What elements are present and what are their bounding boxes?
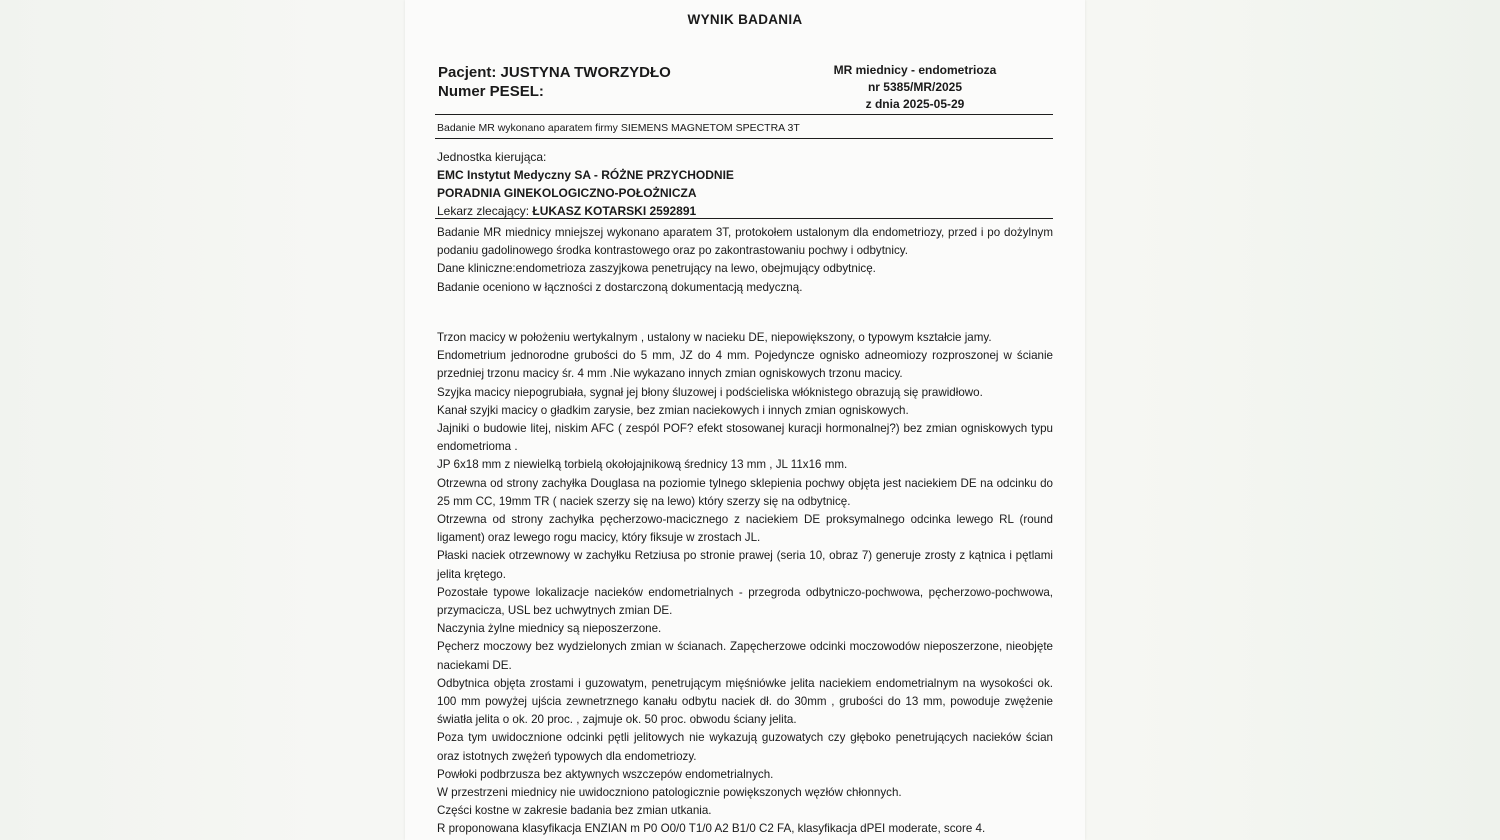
finding-paragraph: Naczynia żylne miednicy są nieposzerzone. — [437, 622, 662, 636]
findings-section — [437, 329, 1053, 820]
referral-label: Jednostka kierująca: — [437, 150, 547, 164]
classification-line: R proponowana klasyfikacja ENZIAN m P0 O0/0 T1/0 A2 B1/0 C2 FA, klasyfikacja dPEI moderate, score 4. — [437, 822, 986, 835]
finding-paragraph: Płaski naciek otrzewnowy w zachyłku Retziusa po stronie prawej (seria 10, obraz 7) generuje zrosty z kątnica i pętlami jelita krętego. — [437, 549, 1053, 581]
divider — [435, 138, 1053, 139]
referral-unit-line2: PORADNIA GINEKOLOGICZNO-POŁOŻNICZA — [437, 186, 697, 200]
finding-paragraph: Poza tym uwidocznione odcinki pętli jelitowych nie wykazują guzowatych czy głęboko penetrujących nacieków ścian oraz istotnych zwężeń typowych dla endometriozy. — [437, 731, 1053, 763]
patient-pesel: Numer PESEL: — [438, 83, 544, 100]
finding-paragraph: Otrzewna od strony zachyłka pęcherzowo-macicznego z naciekiem DE proksymalnego odcinka lewego RL (round ligament) oraz lewego rogu macicy, który fiksuje w zrostach JL. — [437, 513, 1053, 545]
referral-block — [437, 148, 734, 220]
patient-name: Pacjent: JUSTYNA TWORZYDŁO — [438, 64, 671, 81]
intro-paragraph: Dane kliniczne:endometrioza zaszyjkowa penetrujący na lewo, obejmujący odbytnicę. — [437, 262, 876, 276]
doctor-name: ŁUKASZ KOTARSKI 2592891 — [532, 204, 697, 218]
study-info — [815, 62, 1015, 113]
finding-paragraph: Pozostałe typowe lokalizacje nacieków endometrialnych - przegroda odbytniczo-pochwowa, pęcherzowo-pochwowa, przymacicza, USL bez uchwytnych zmian DE. — [437, 585, 1053, 618]
report-page — [405, 0, 1085, 840]
finding-paragraph: Endometrium jednorodne grubości do 5 mm, JZ do 4 mm. Pojedyncze ognisko adneomiozy rozproszonej w ścianie przedniej trzonu macicy śr. 4 mm .Nie wykazano innych zmian ogniskowych trzonu macicy. — [437, 349, 1053, 381]
intro-paragraph: Badanie oceniono w łączności z dostarczoną dokumentacją medyczną. — [437, 280, 803, 294]
finding-paragraph: Powłoki podbrzusza bez aktywnych wszczepów endometrialnych. — [437, 767, 774, 781]
study-date: z dnia 2025-05-29 — [865, 97, 965, 111]
finding-paragraph: Kanał szyjki macicy o gładkim zarysie, bez zmian naciekowych i innych zmian ogniskowych. — [437, 403, 909, 417]
intro-paragraph: Badanie MR miednicy mniejszej wykonano aparatem 3T, protokołem ustalonym dla endometriozy, przed i po dożylnym podaniu gadolinowego środka kontrastowego oraz po zakontrastowaniu pochwy i odbytnicy. — [437, 226, 1053, 258]
finding-paragraph: Jajniki o budowie litej, niskim AFC ( zespól POF? efekt stosowanej kuracji hormonalnej?) bez zmian ogniskowych typu endometrioma . — [437, 422, 1053, 454]
finding-paragraph: Szyjka macicy niepogrubiała, sygnał jej błony śluzowej i podścieliska włóknistego obrazują się prawidłowo. — [437, 385, 983, 399]
finding-paragraph: Odbytnica objęta zrostami i guzowatym, penetrującym mięśniówke jelita naciekiem endometrialnym na wysokości ok. 100 mm powyżej ujścia zewnetrznego kanału odbytu naciek dł. do 30mm , grubości do 13 mm, powoduje zwężenie światła jelita o ok. 20 proc. , zajmuje ok. 50 proc. obwodu ściany jelita. — [437, 676, 1053, 727]
patient-info — [438, 63, 671, 101]
intro-section — [437, 224, 1053, 297]
finding-paragraph: Otrzewna od strony zachyłka Douglasa na poziomie tylnego sklepienia pochwy objęta jest naciekiem DE na odcinku do 25 mm CC, 19mm TR ( naciek szerzy się na lewo) który szerzy się na odbytnicę. — [437, 476, 1053, 508]
doctor-label: Lekarz zlecający: — [437, 204, 533, 218]
divider — [435, 114, 1053, 115]
study-type: MR miednicy - endometrioza — [833, 63, 997, 77]
finding-paragraph: Pęcherz moczowy bez wydzielonych zmian w ścianach. Zapęcherzowe odcinki moczowodów nieposzerzone, nieobjęte naciekami DE. — [437, 640, 1053, 672]
device-line: Badanie MR wykonano aparatem firmy SIEMENS MAGNETOM SPECTRA 3T — [437, 122, 800, 134]
finding-paragraph: Trzon macicy w położeniu wertykalnym , ustalony w nacieku DE, niepowiększony, o typowym kształcie jamy. — [437, 331, 992, 344]
divider — [435, 218, 1053, 219]
finding-paragraph: W przestrzeni miednicy nie uwidoczniono patologicznie powiększonych węzłów chłonnych. — [437, 786, 902, 800]
study-number: nr 5385/MR/2025 — [867, 80, 963, 94]
report-title: WYNIK BADANIA — [687, 12, 803, 27]
finding-paragraph: Części kostne w zakresie badania bez zmian utkania. — [437, 804, 712, 818]
referral-unit-line1: EMC Instytut Medyczny SA - RÓŻNE PRZYCHODNIE — [437, 168, 734, 182]
finding-paragraph: JP 6x18 mm z niewielką torbielą okołojajnikową średnicy 13 mm , JL 11x16 mm. — [437, 458, 848, 472]
